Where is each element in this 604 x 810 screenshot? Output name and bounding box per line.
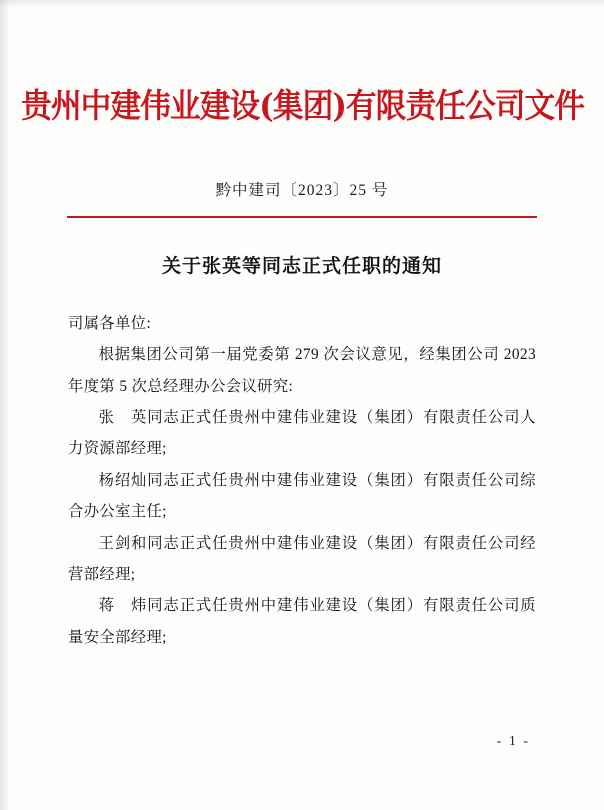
page-number: - 1 - <box>496 734 530 749</box>
document-subject-title: 关于张英等同志正式任职的通知 <box>161 255 442 278</box>
red-divider-rule <box>67 216 537 219</box>
document-header <box>0 0 604 126</box>
salutation: 司属各单位: <box>68 315 152 333</box>
body-paragraph: 杨绍灿同志正式任贵州中建伟业建设（集团）有限责任公司综合办公室主任; <box>68 471 536 521</box>
body-paragraph: 张 英同志正式任贵州中建伟业建设（集团）有限责任公司人力资源部经理; <box>68 409 536 458</box>
document-body <box>68 308 536 653</box>
body-paragraph: 王剑和同志正式任贵州中建伟业建设（集团）有限责任公司经营部经理; <box>68 534 536 583</box>
document-number: 黔中建司〔2023〕25 号 <box>215 181 389 199</box>
body-paragraph: 蒋 炜同志正式任贵州中建伟业建设（集团）有限责任公司质量安全部经理; <box>68 597 536 646</box>
company-document-title: 贵州中建伟业建设(集团)有限责任公司文件 <box>21 86 585 125</box>
body-paragraph: 根据集团公司第一届党委第 279 次会议意见，经集团公司 2023 年度第 5 次总经理办公会议研究: <box>68 346 536 395</box>
